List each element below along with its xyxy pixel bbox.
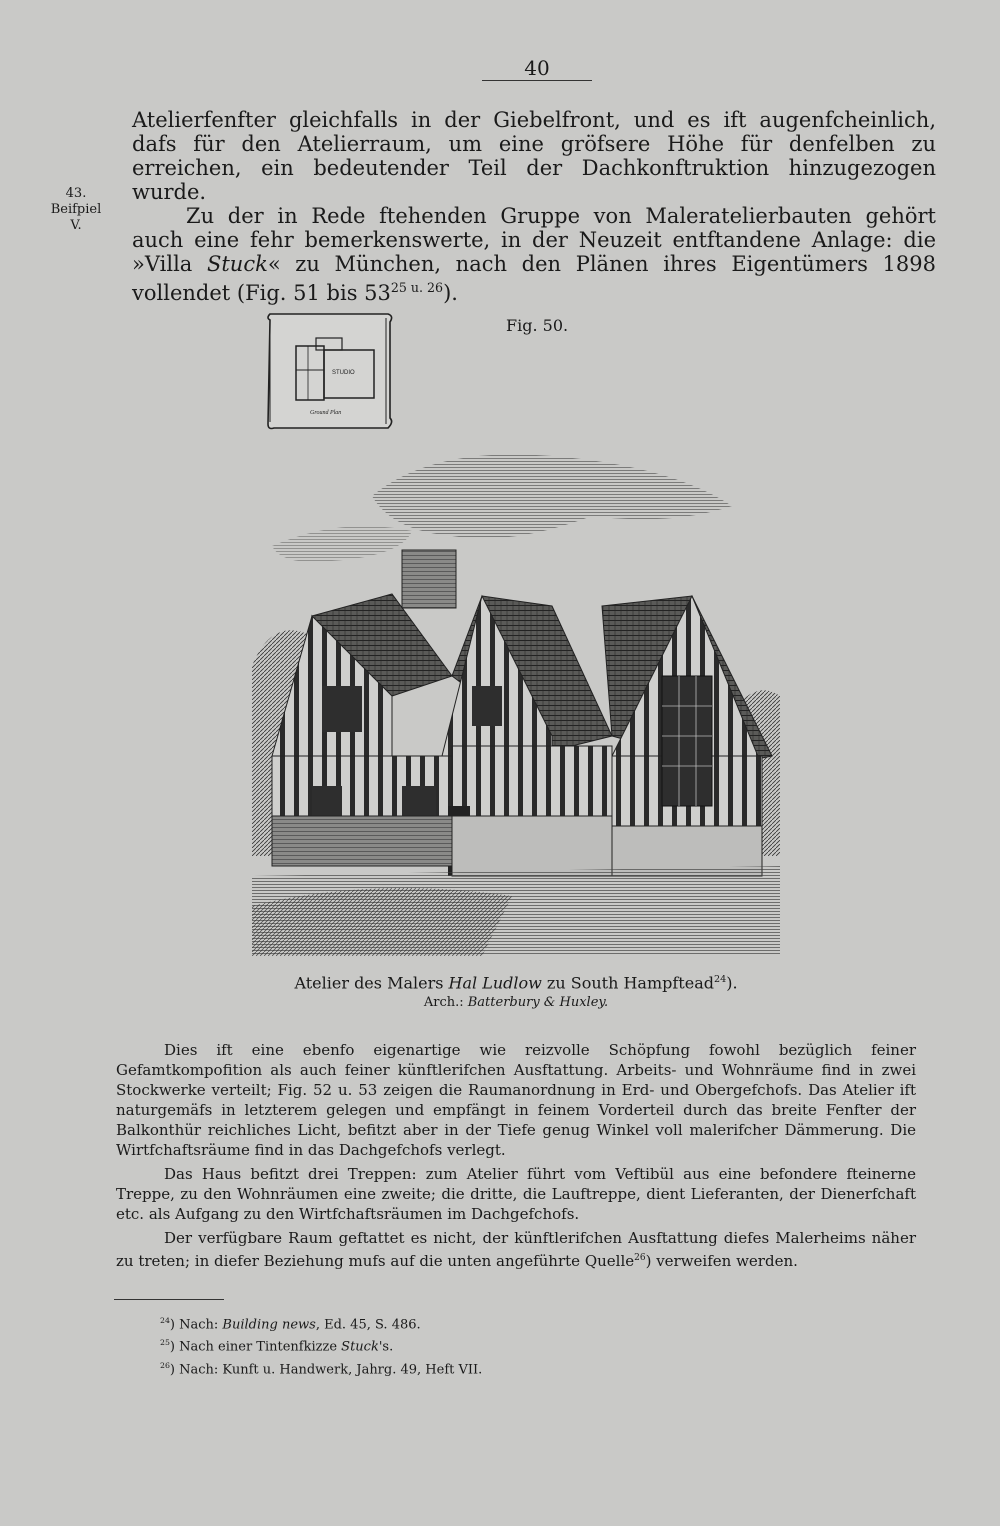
figure-caption [252, 970, 780, 1013]
body-p3-text-b: ) verweifen werden. [645, 1252, 798, 1270]
footnote-24-rest: , Ed. 45, S. 486. [315, 1317, 421, 1333]
footnote-25-rest: 's. [378, 1339, 394, 1355]
caption-title [252, 970, 780, 993]
margin-note-label: Beifpiel [50, 202, 102, 217]
caption-architect [252, 993, 780, 1013]
footnote-26-num: 26 [160, 1360, 170, 1370]
footnote-24-prefix: ) Nach: [169, 1317, 223, 1333]
body-p3-sup: 26 [634, 1253, 646, 1263]
plan-studio-label: STUDIO [332, 370, 355, 376]
intro-paragraph-1: Atelierfenfter gleichfalls in der Giebelfront, und es ift augenfcheinlich, dafs für den Atelierraum, um eine gröfsere Höhe für denfelben zu erreichen, ein bedeutender Teil der Dachkonftruktion hinzugezogen wurde. [132, 108, 936, 204]
footnotes [160, 1312, 660, 1379]
caption-arch-names: Batterbury & Huxley. [467, 995, 609, 1011]
intro-text [132, 108, 936, 305]
caption-text-a: Atelier des Malers [294, 973, 449, 993]
caption-sup: 24 [713, 974, 727, 985]
house-engraving [252, 436, 780, 956]
page-number: 40 [524, 56, 550, 80]
intro-p2-text-b: « zu München, nach den Plänen ihres Eigentümers 1898 vollendet (Fig. 51 bis 53 [132, 252, 936, 305]
footnote-25-num: 25 [160, 1338, 170, 1348]
footnote-24-num: 24 [160, 1316, 170, 1325]
footnote-rule [114, 1299, 224, 1300]
caption-italic: Hal Ludlow [448, 973, 542, 993]
margin-note-number: 43. [65, 186, 87, 201]
ground-plan-scroll [262, 312, 398, 434]
body-text [116, 1040, 916, 1275]
footnote-26-prefix: ) Nach: Kunft u. Handwerk, Jahrg. 49, Heft VII. [169, 1361, 483, 1377]
caption-arch-prefix: Arch.: [423, 995, 468, 1011]
intro-paragraph-2 [132, 204, 936, 305]
caption-text-c: ). [726, 973, 738, 993]
caption-text-b: zu South Hampftead [541, 973, 714, 993]
figure-label: Fig. 50. [506, 316, 569, 335]
footnote-25-italic: Stuck [341, 1339, 379, 1355]
footnote-24 [160, 1312, 660, 1334]
margin-note [44, 186, 108, 234]
body-paragraph-2: Das Haus befitzt drei Treppen: zum Atelier führt vom Veftibül aus eine befondere fteinerne Treppe, zu den Wohnräumen eine zweite; die dritte, die Lauftreppe, dient Lieferanten, der Dienerfchaft etc. als Aufgang zu den Wirtfchaftsräumen im Dachgefchofs. [116, 1165, 916, 1223]
footnote-24-italic: Building news [222, 1317, 316, 1333]
intro-p2-text-a: Zu der in Rede ftehenden Gruppe von Maleratelierbauten gehört auch eine fehr bemerkenswerte, in der Neuzeit entftandene Anlage: die »Villa [132, 204, 936, 276]
intro-p2-sup: 25 u. 26 [390, 280, 444, 295]
body-paragraph-1: Dies ift eine ebenfo eigenartige wie reizvolle Schöpfung fowohl bezüglich feiner Gefamtkompofition als auch feiner künftlerifchen Ausftattung. Arbeits- und Wohnräume find in zwei Stockwerke verteilt; Fig. 52 u. 53 zeigen die Raumanordnung in Erd- und Obergefchofs. Das Atelier ift naturgemäfs in letzterem gelegen und empfängt in feinem Vorderteil durch das breite Fenfter der Balkonthür reichliches Licht, befitzt aber in der Tiefe genug Winkel voll malerifcher Dämmerung. Die Wirtfchaftsräume find in das Dachgefchofs verlegt. [116, 1041, 916, 1159]
plan-ground-label: Ground Plan [310, 410, 342, 416]
footnote-25 [160, 1334, 660, 1356]
footnote-26 [160, 1357, 660, 1379]
footnote-25-prefix: ) Nach einer Tintenfkizze [169, 1339, 342, 1355]
body-paragraph-3 [116, 1228, 916, 1271]
page-number-rule [482, 80, 592, 81]
intro-p2-text-c: ). [443, 281, 458, 305]
margin-note-roman: V. [70, 218, 82, 233]
body-p3-text-a: Der verfügbare Raum geftattet es nicht, der künftlerifchen Ausftattung diefes Malerheims näher zu treten; in diefer Beziehung mufs auf die unten angeführte Quelle [116, 1229, 916, 1270]
intro-p2-italic: Stuck [206, 252, 268, 276]
